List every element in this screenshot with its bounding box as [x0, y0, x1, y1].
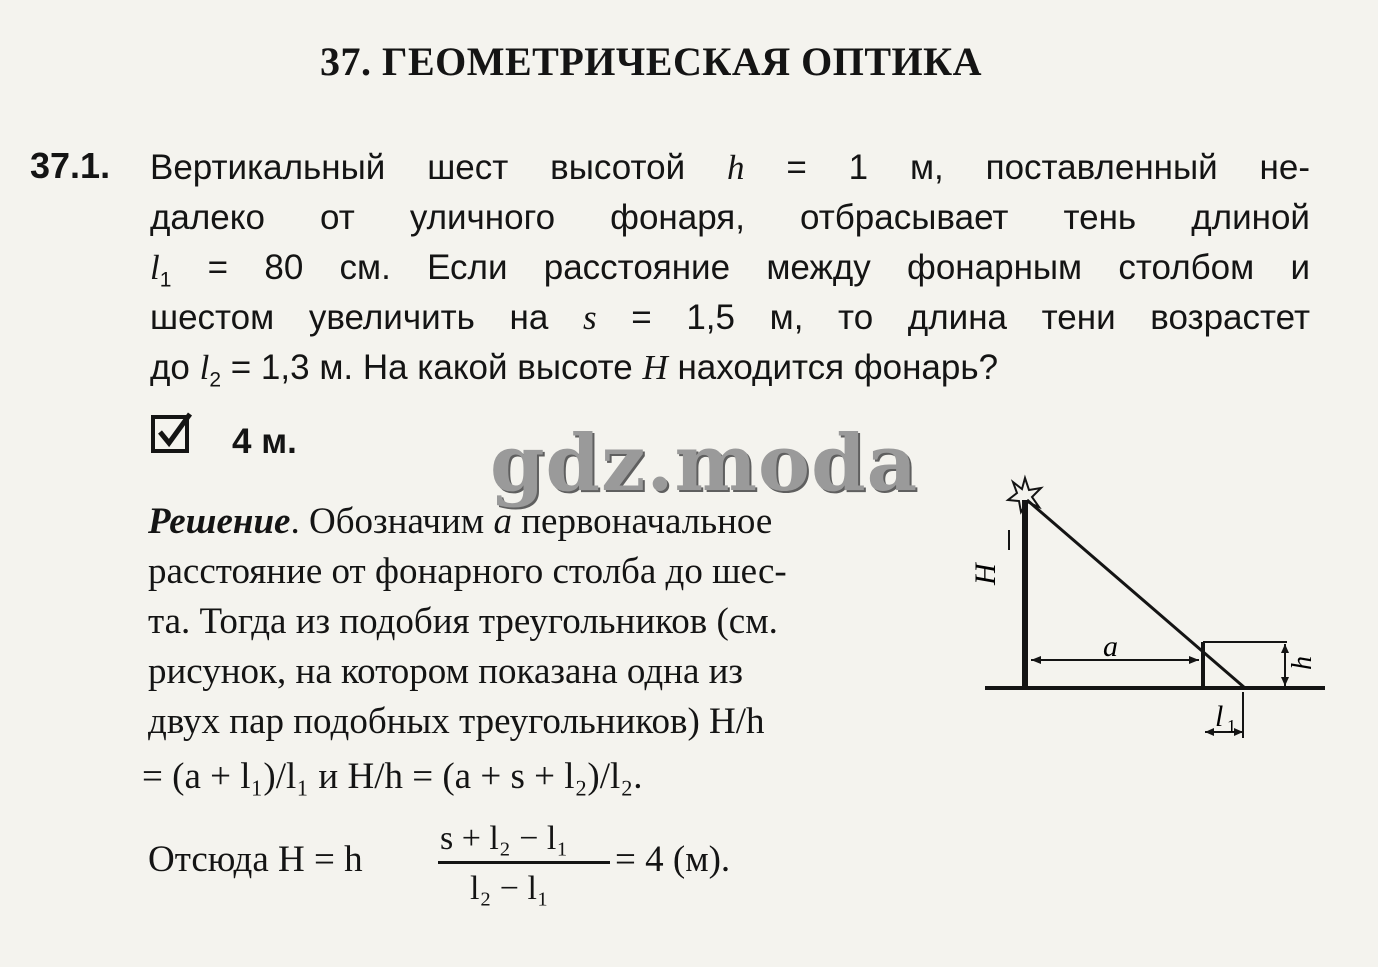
lamp-shadow-figure	[969, 470, 1335, 750]
fraction-bar	[438, 861, 610, 864]
section-heading: 37. ГЕОМЕТРИЧЕСКАЯ ОПТИКА	[320, 39, 983, 84]
solution-line-3: та. Тогда из подобия треугольников (см.	[148, 601, 778, 642]
label-h: h	[1287, 656, 1318, 670]
problem-line-5: до $l_2 = 1,3$ м. На какой высоте H находится фонарь?	[150, 348, 999, 392]
checkbox-icon	[150, 412, 194, 454]
label-l1-sub: 1	[1227, 716, 1236, 736]
solution-line-4: рисунок, на котором показана одна из	[148, 651, 744, 692]
problem-line-2: далеко от уличного фонаря, отбрасывает тень длиной	[150, 198, 1310, 237]
solution-line-7b: = 4 (м).	[615, 839, 731, 880]
watermark-text: gdz.moda	[490, 418, 919, 509]
problem-line-4: шестом увеличить на s = 1,5 м, то длина тени возрастет	[150, 298, 1310, 337]
solution-line-2: расстояние от фонарного столба до шес-	[148, 551, 787, 592]
label-a: a	[1103, 630, 1118, 663]
problem-number: 37.1.	[30, 145, 111, 186]
solution-line-6: = (a + l₁)/l₁ и H/h = (a + s + l₂)/l₂.	[142, 756, 643, 797]
label-H: H	[969, 563, 1002, 585]
problem-line-3: $l_1 = 80$ см. Если расстояние между фонарным столбом и	[150, 248, 1310, 292]
solution-line-7a: Отсюда H = h	[148, 839, 363, 880]
problem-line-1: Вертикальный шест высотой h = 1 м, поставленный не-	[150, 148, 1310, 187]
answer-text: 4 м.	[232, 422, 297, 461]
fraction-numerator: s + l₂ − l₁	[440, 820, 569, 857]
solution-line-5: двух пар подобных треугольников) H/h	[148, 701, 765, 742]
label-l1: l	[1215, 700, 1224, 733]
fraction-denominator: l₂ − l₁	[470, 870, 549, 907]
solution-line-1: Решение. Обозначим a первоначальное	[148, 501, 773, 542]
